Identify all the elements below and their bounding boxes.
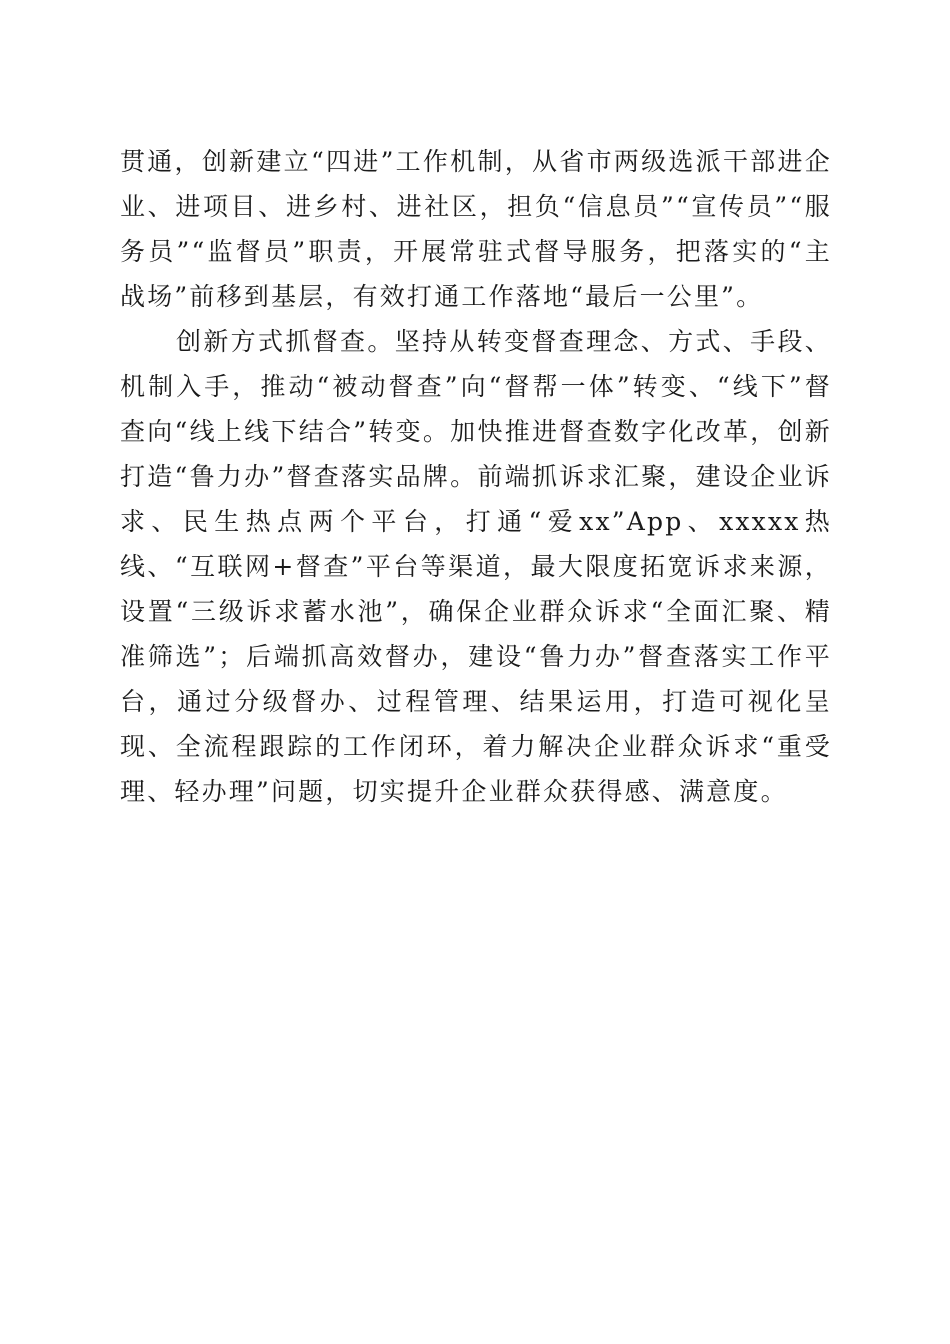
paragraph-continuation: 贯通，创新建立“四进”工作机制，从省市两级选派干部进企业、进项目、进乡村、进社区，担负“信息员”“宣传员”“服务员”“监督员”职责，开展常驻式督导服务，把落实的“主战场”前移到基层，有效打通工作落地“最后一公里”。 xyxy=(120,147,832,311)
paragraph-innovation-supervision: 创新方式抓督查。坚持从转变督查理念、方式、手段、机制入手，推动“被动督查”向“督帮一体”转变、“线下”督查向“线上线下结合”转变。加快推进督查数字化改革，创新打造“鲁力办”督查落实品牌。前端抓诉求汇聚，建设企业诉求、民生热点两个平台，打通“爱xx”App、xxxxx热线、“互联网+督查”平台等渠道，最大限度拓宽诉求来源，设置“三级诉求蓄水池”，确保企业群众诉求“全面汇聚、精准筛选”；后端抓高效督办，建设“鲁力办”督查落实工作平台，通过分级督办、过程管理、结果运用，打造可视化呈现、全流程跟踪的工作闭环，着力解决企业群众诉求“重受理、轻办理”问题，切实提升企业群众获得感、满意度。 xyxy=(120,327,832,806)
body-text xyxy=(120,139,832,814)
